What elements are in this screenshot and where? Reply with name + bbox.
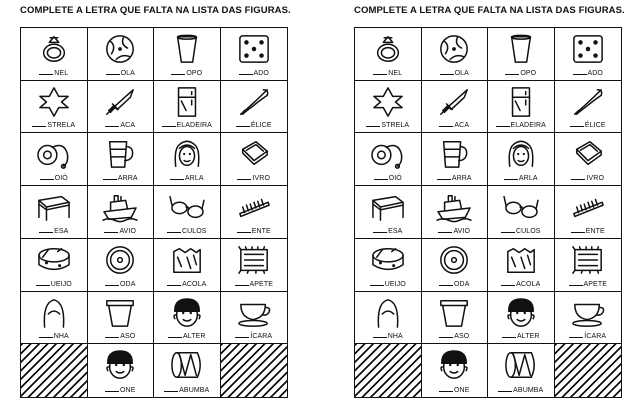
fridge-icon	[502, 86, 540, 118]
word-fragment: CULOS	[515, 227, 541, 235]
word-with-blank	[422, 122, 488, 129]
fridge-icon	[168, 86, 206, 118]
figure-cell	[21, 133, 88, 186]
missing-letter-blank[interactable]	[239, 74, 253, 75]
word-fragment: OPO	[520, 69, 537, 77]
boy-face-icon	[435, 349, 473, 381]
jug-icon	[435, 138, 473, 170]
word-with-blank	[154, 281, 220, 288]
figure-grid	[354, 27, 622, 398]
word-fragment: NHA	[53, 333, 69, 341]
propeller-icon	[569, 86, 607, 118]
word-with-blank	[555, 228, 622, 235]
word-with-blank	[422, 175, 488, 182]
word-with-blank	[21, 333, 87, 340]
figure-cell	[488, 344, 555, 397]
missing-letter-blank[interactable]	[237, 179, 251, 180]
word-with-blank	[21, 70, 87, 77]
word-with-blank	[88, 175, 154, 182]
word-with-blank	[355, 228, 421, 235]
word-fragment: IVRO	[252, 175, 270, 183]
missing-letter-blank[interactable]	[171, 74, 185, 75]
figure-cell	[221, 186, 288, 239]
word-with-blank	[221, 228, 288, 235]
word-with-blank	[555, 333, 622, 340]
missing-letter-blank[interactable]	[106, 74, 120, 75]
word-fragment: ÉLICE	[584, 122, 606, 130]
word-fragment: STRELA	[47, 122, 76, 130]
worksheet-right	[354, 0, 625, 394]
star-icon	[35, 86, 73, 118]
figure-grid	[20, 27, 288, 398]
figure-cell	[154, 239, 221, 292]
word-with-blank	[488, 122, 554, 129]
word-fragment: OLA	[120, 69, 135, 77]
word-fragment: ACOLA	[516, 280, 541, 288]
word-with-blank	[154, 387, 220, 394]
dice-icon	[235, 33, 273, 65]
word-with-blank	[355, 281, 421, 288]
missing-letter-blank[interactable]	[373, 74, 387, 75]
word-fragment: ONE	[454, 387, 470, 394]
word-with-blank	[488, 387, 554, 394]
figure-cell	[422, 186, 489, 239]
figure-cell	[154, 133, 221, 186]
word-fragment: ARLA	[518, 175, 538, 183]
missing-letter-blank[interactable]	[573, 74, 587, 75]
word-fragment: ARLA	[184, 175, 204, 183]
word-with-blank	[422, 387, 488, 394]
figure-cell	[488, 81, 555, 134]
word-fragment: NEL	[388, 69, 403, 77]
missing-letter-blank[interactable]	[105, 126, 119, 127]
figure-cell	[355, 133, 422, 186]
girl-face-icon	[502, 138, 540, 170]
missing-letter-blank[interactable]	[366, 126, 380, 127]
missing-letter-blank[interactable]	[167, 285, 181, 286]
flowerpot-icon	[435, 297, 473, 329]
word-fragment: ASO	[454, 333, 470, 341]
figure-cell	[555, 239, 622, 292]
word-with-blank	[21, 281, 87, 288]
figure-cell	[355, 239, 422, 292]
word-fragment: ARRA	[117, 175, 138, 183]
figure-cell	[355, 81, 422, 134]
missing-letter-blank[interactable]	[438, 232, 452, 233]
missing-letter-blank[interactable]	[439, 391, 453, 392]
figure-cell	[154, 344, 221, 397]
ship-icon	[101, 191, 139, 223]
word-fragment: ALTER	[182, 333, 206, 341]
drum-icon	[168, 349, 206, 381]
word-with-blank	[221, 333, 288, 340]
missing-letter-blank[interactable]	[32, 126, 46, 127]
missing-letter-blank[interactable]	[570, 126, 584, 127]
figure-cell	[422, 292, 489, 345]
figure-cell	[221, 239, 288, 292]
figure-cell	[154, 186, 221, 239]
word-with-blank	[488, 70, 554, 77]
figure-cell	[88, 28, 155, 81]
word-fragment: AVIO	[453, 227, 471, 235]
fingernail-icon	[369, 297, 407, 329]
figure-cell	[488, 133, 555, 186]
ball-icon	[101, 33, 139, 65]
girl-face-icon	[168, 138, 206, 170]
word-with-blank	[221, 281, 288, 288]
missing-letter-blank[interactable]	[164, 391, 178, 392]
missing-letter-blank[interactable]	[501, 285, 515, 286]
word-with-blank	[355, 333, 421, 340]
missing-letter-blank[interactable]	[373, 337, 387, 338]
word-fragment: NHA	[387, 333, 403, 341]
figure-cell	[555, 186, 622, 239]
jug-icon	[101, 138, 139, 170]
missing-letter-blank[interactable]	[39, 74, 53, 75]
word-fragment: ESA	[54, 227, 69, 235]
word-with-blank	[488, 333, 554, 340]
missing-letter-blank[interactable]	[439, 126, 453, 127]
missing-letter-blank[interactable]	[569, 337, 583, 338]
missing-letter-blank[interactable]	[36, 285, 50, 286]
figure-cell	[422, 81, 489, 134]
figure-cell	[221, 133, 288, 186]
word-fragment: ABUMBA	[513, 387, 544, 394]
propeller-icon	[235, 86, 273, 118]
figure-cell	[555, 133, 622, 186]
word-with-blank	[422, 70, 488, 77]
missing-letter-blank[interactable]	[440, 74, 454, 75]
missing-letter-blank[interactable]	[504, 179, 518, 180]
figure-cell	[88, 81, 155, 134]
book-icon	[569, 138, 607, 170]
ring-icon	[369, 33, 407, 65]
word-fragment: ACA	[454, 122, 470, 130]
missing-letter-blank[interactable]	[237, 232, 251, 233]
word-with-blank	[355, 122, 421, 129]
figure-cell	[88, 239, 155, 292]
rug-icon	[235, 244, 273, 276]
figure-cell	[21, 239, 88, 292]
yoyo-icon	[35, 138, 73, 170]
missing-letter-blank[interactable]	[39, 232, 53, 233]
word-with-blank	[154, 122, 220, 129]
word-fragment: ONE	[120, 387, 136, 394]
word-fragment: ADO	[587, 69, 603, 77]
word-with-blank	[422, 333, 488, 340]
missing-letter-blank[interactable]	[105, 337, 119, 338]
figure-cell	[154, 28, 221, 81]
missing-letter-blank[interactable]	[40, 179, 54, 180]
figure-cell	[21, 28, 88, 81]
missing-letter-blank[interactable]	[569, 285, 583, 286]
figure-cell	[488, 239, 555, 292]
figure-cell	[355, 28, 422, 81]
figure-cell	[88, 344, 155, 397]
word-with-blank	[154, 228, 220, 235]
word-with-blank	[221, 122, 288, 129]
missing-letter-blank[interactable]	[498, 391, 512, 392]
hatched-cell	[21, 344, 88, 397]
word-fragment: NEL	[54, 69, 69, 77]
figure-cell	[88, 292, 155, 345]
word-fragment: STRELA	[381, 122, 410, 130]
word-fragment: ACA	[120, 122, 136, 130]
figure-cell	[154, 292, 221, 345]
figure-cell	[221, 81, 288, 134]
missing-letter-blank[interactable]	[168, 337, 182, 338]
figure-cell	[488, 186, 555, 239]
missing-letter-blank[interactable]	[104, 232, 118, 233]
word-fragment: ADO	[253, 69, 269, 77]
figure-cell	[21, 292, 88, 345]
word-with-blank	[88, 122, 154, 129]
fingernail-icon	[35, 297, 73, 329]
word-fragment: ASO	[120, 333, 136, 341]
word-fragment: ACOLA	[182, 280, 207, 288]
word-with-blank	[488, 228, 554, 235]
word-fragment: OPO	[186, 69, 203, 77]
word-fragment: UEIJO	[50, 280, 72, 288]
wheel-icon	[101, 244, 139, 276]
figure-cell	[355, 292, 422, 345]
word-with-blank	[154, 70, 220, 77]
word-fragment: ENTE	[251, 227, 271, 235]
figure-cell	[21, 81, 88, 134]
missing-letter-blank[interactable]	[103, 179, 117, 180]
comb-icon	[569, 191, 607, 223]
cup-icon	[168, 33, 206, 65]
glasses-icon	[168, 191, 206, 223]
missing-letter-blank[interactable]	[374, 179, 388, 180]
word-fragment: ÍCARA	[584, 333, 607, 341]
missing-letter-blank[interactable]	[501, 232, 515, 233]
word-fragment: AVIO	[119, 227, 137, 235]
book-icon	[235, 138, 273, 170]
word-with-blank	[88, 387, 154, 394]
word-fragment: APETE	[583, 280, 607, 288]
word-with-blank	[221, 70, 288, 77]
missing-letter-blank[interactable]	[505, 74, 519, 75]
table-icon	[35, 191, 73, 223]
hatched-cell	[355, 344, 422, 397]
word-with-blank	[154, 175, 220, 182]
word-fragment: ÉLICE	[250, 122, 272, 130]
word-with-blank	[422, 228, 488, 235]
word-with-blank	[88, 281, 154, 288]
figure-cell	[422, 28, 489, 81]
word-with-blank	[355, 175, 421, 182]
word-fragment: ARRA	[451, 175, 472, 183]
word-with-blank	[555, 122, 622, 129]
figure-cell	[422, 239, 489, 292]
cheese-icon	[369, 244, 407, 276]
word-fragment: OIÓ	[54, 175, 68, 183]
word-fragment: OIÓ	[388, 175, 402, 183]
drum-icon	[502, 349, 540, 381]
yoyo-icon	[369, 138, 407, 170]
ring-icon	[35, 33, 73, 65]
word-fragment: CULOS	[181, 227, 207, 235]
missing-letter-blank[interactable]	[170, 179, 184, 180]
figure-cell	[154, 81, 221, 134]
comb-icon	[235, 191, 273, 223]
missing-letter-blank[interactable]	[571, 179, 585, 180]
paper-bag-icon	[502, 244, 540, 276]
worksheet-title: COMPLETE A LETRA QUE FALTA NA LISTA DAS FIGURAS.	[354, 5, 625, 16]
figure-cell	[221, 28, 288, 81]
knife-icon	[101, 86, 139, 118]
word-with-blank	[21, 175, 87, 182]
figure-cell	[355, 186, 422, 239]
boy-face-icon	[168, 297, 206, 329]
missing-letter-blank[interactable]	[439, 337, 453, 338]
word-fragment: ENTE	[585, 227, 605, 235]
teacup-icon	[569, 297, 607, 329]
missing-letter-blank[interactable]	[167, 232, 181, 233]
ball-icon	[435, 33, 473, 65]
flowerpot-icon	[101, 297, 139, 329]
word-fragment: IVRO	[586, 175, 604, 183]
wheel-icon	[435, 244, 473, 276]
missing-letter-blank[interactable]	[370, 285, 384, 286]
word-fragment: ÍCARA	[250, 333, 273, 341]
missing-letter-blank[interactable]	[235, 337, 249, 338]
paper-bag-icon	[168, 244, 206, 276]
missing-letter-blank[interactable]	[162, 126, 176, 127]
figure-cell	[555, 28, 622, 81]
cheese-icon	[35, 244, 73, 276]
missing-letter-blank[interactable]	[39, 337, 53, 338]
hatched-cell	[221, 344, 288, 397]
cup-icon	[502, 33, 540, 65]
missing-letter-blank[interactable]	[105, 285, 119, 286]
dice-icon	[569, 33, 607, 65]
figure-cell	[88, 186, 155, 239]
figure-cell	[488, 292, 555, 345]
word-fragment: ABUMBA	[179, 387, 210, 394]
word-with-blank	[422, 281, 488, 288]
word-with-blank	[555, 175, 622, 182]
figure-cell	[488, 28, 555, 81]
knife-icon	[435, 86, 473, 118]
boy-face-icon	[101, 349, 139, 381]
word-with-blank	[555, 281, 622, 288]
worksheet-title: COMPLETE A LETRA QUE FALTA NA LISTA DAS FIGURAS.	[20, 5, 291, 16]
word-with-blank	[154, 333, 220, 340]
missing-letter-blank[interactable]	[105, 391, 119, 392]
figure-cell	[88, 133, 155, 186]
boy-face-icon	[502, 297, 540, 329]
word-fragment: ODA	[120, 280, 136, 288]
teacup-icon	[235, 297, 273, 329]
word-fragment: ALTER	[516, 333, 540, 341]
star-icon	[369, 86, 407, 118]
word-fragment: ELADEIRA	[510, 122, 546, 130]
figure-cell	[555, 81, 622, 134]
missing-letter-blank[interactable]	[439, 285, 453, 286]
missing-letter-blank[interactable]	[236, 126, 250, 127]
figure-cell	[422, 344, 489, 397]
worksheet-left	[20, 0, 291, 394]
glasses-icon	[502, 191, 540, 223]
missing-letter-blank[interactable]	[496, 126, 510, 127]
figure-cell	[21, 186, 88, 239]
figure-cell	[221, 292, 288, 345]
missing-letter-blank[interactable]	[502, 337, 516, 338]
ship-icon	[435, 191, 473, 223]
missing-letter-blank[interactable]	[235, 285, 249, 286]
word-with-blank	[355, 70, 421, 77]
word-with-blank	[221, 175, 288, 182]
rug-icon	[569, 244, 607, 276]
word-fragment: OLA	[454, 69, 469, 77]
word-with-blank	[555, 70, 622, 77]
missing-letter-blank[interactable]	[437, 179, 451, 180]
word-fragment: UEIJO	[384, 280, 406, 288]
word-with-blank	[88, 228, 154, 235]
word-fragment: ELADEIRA	[176, 122, 212, 130]
word-with-blank	[488, 281, 554, 288]
word-fragment: APETE	[249, 280, 273, 288]
word-fragment: ODA	[454, 280, 470, 288]
missing-letter-blank[interactable]	[571, 232, 585, 233]
missing-letter-blank[interactable]	[373, 232, 387, 233]
word-fragment: ESA	[388, 227, 403, 235]
figure-cell	[555, 292, 622, 345]
word-with-blank	[488, 175, 554, 182]
figure-cell	[422, 133, 489, 186]
table-icon	[369, 191, 407, 223]
word-with-blank	[88, 333, 154, 340]
hatched-cell	[555, 344, 622, 397]
word-with-blank	[21, 122, 87, 129]
word-with-blank	[88, 70, 154, 77]
word-with-blank	[21, 228, 87, 235]
